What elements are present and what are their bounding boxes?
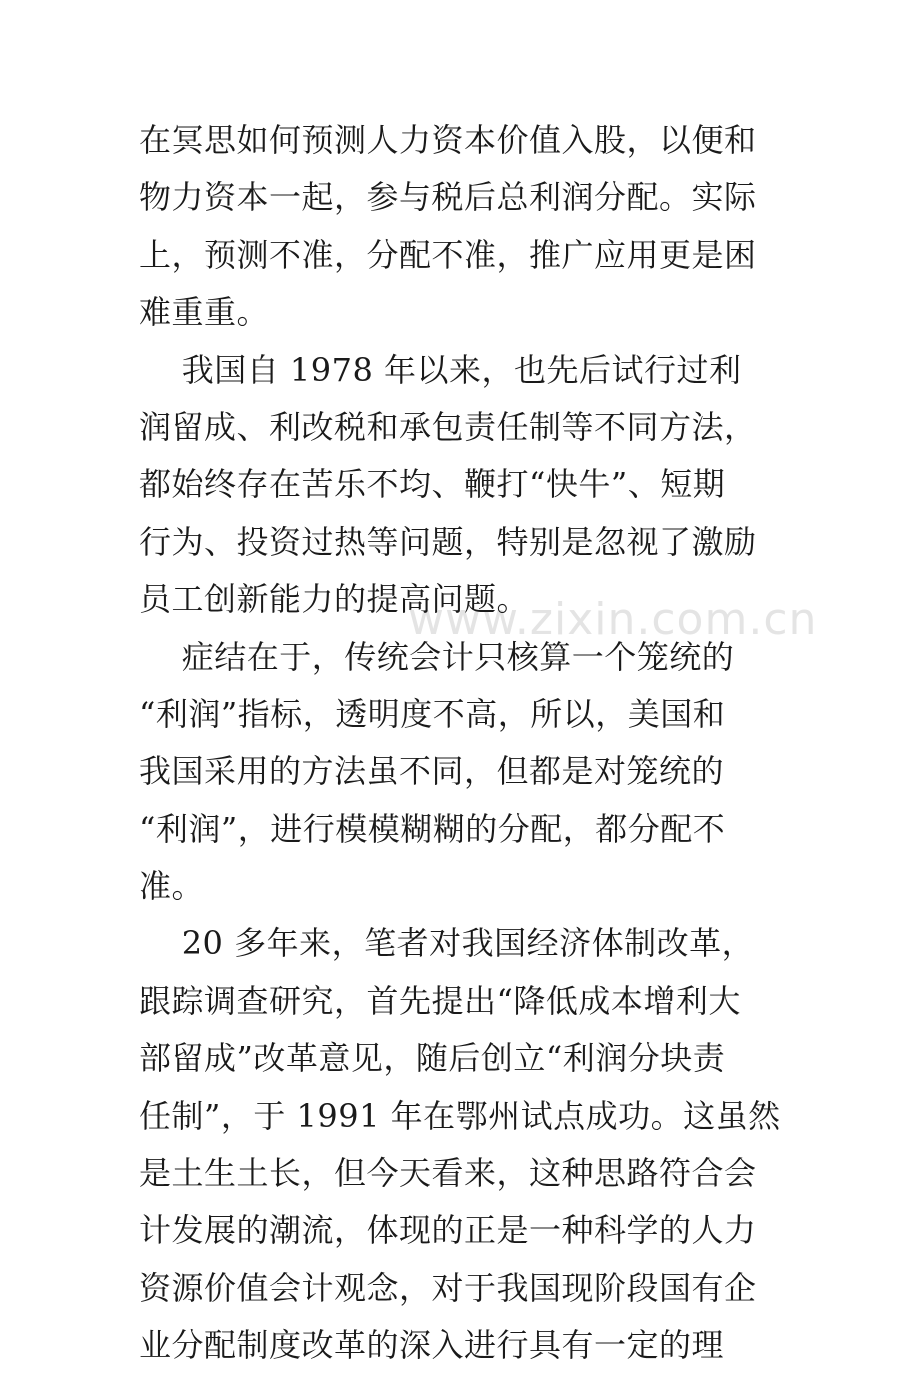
text-line: “利润”指标，透明度不高，所以，美国和 [139,694,726,733]
text-line: 任制”，于 1991 年在鄂州试点成功。这虽然 [139,1096,781,1135]
text-line: 都始终存在苦乐不均、鞭打“快牛”、短期 [139,465,726,504]
text-line: “利润”，进行模模糊糊的分配，都分配不 [139,809,726,848]
text-line: 跟踪调查研究，首先提出“降低成本增利大 [139,981,741,1020]
body-text [139,112,799,1375]
text-line: 上，预测不准，分配不准，推广应用更是困 [139,235,757,274]
text-line: 准。 [139,867,205,906]
text-line: 业分配制度改革的深入进行具有一定的理 [139,1326,725,1365]
text-line: 我国采用的方法虽不同，但都是对笼统的 [139,752,725,791]
text-line: 物力资本一起，参与税后总利润分配。实际 [139,178,757,217]
text-line: 员工创新能力的提高问题。 [139,580,530,619]
text-line: 润留成、利改税和承包责任制等不同方法， [139,407,757,446]
text-line: 资源价值会计观念，对于我国现阶段国有企 [139,1268,757,1307]
text-line: 症结在于，传统会计只核算一个笼统的 [139,637,735,676]
text-line: 难重重。 [139,293,270,332]
watermark: www.zixin.com.cn [408,594,818,645]
text-line: 计发展的潮流，体现的正是一种科学的人力 [139,1211,757,1250]
text-line: 在冥思如何预测人力资本价值入股，以便和 [139,121,757,159]
text-line: 部留成”改革意见，随后创立“利润分块责 [139,1039,726,1078]
text-line: 我国自 1978 年以来，也先后试行过利 [139,350,742,389]
text-line: 是土生土长，但今天看来，这种思路符合会 [139,1154,757,1193]
text-line: 行为、投资过热等问题，特别是忽视了激励 [139,522,757,561]
text-line: 20 多年来，笔者对我国经济体制改革， [139,924,755,963]
